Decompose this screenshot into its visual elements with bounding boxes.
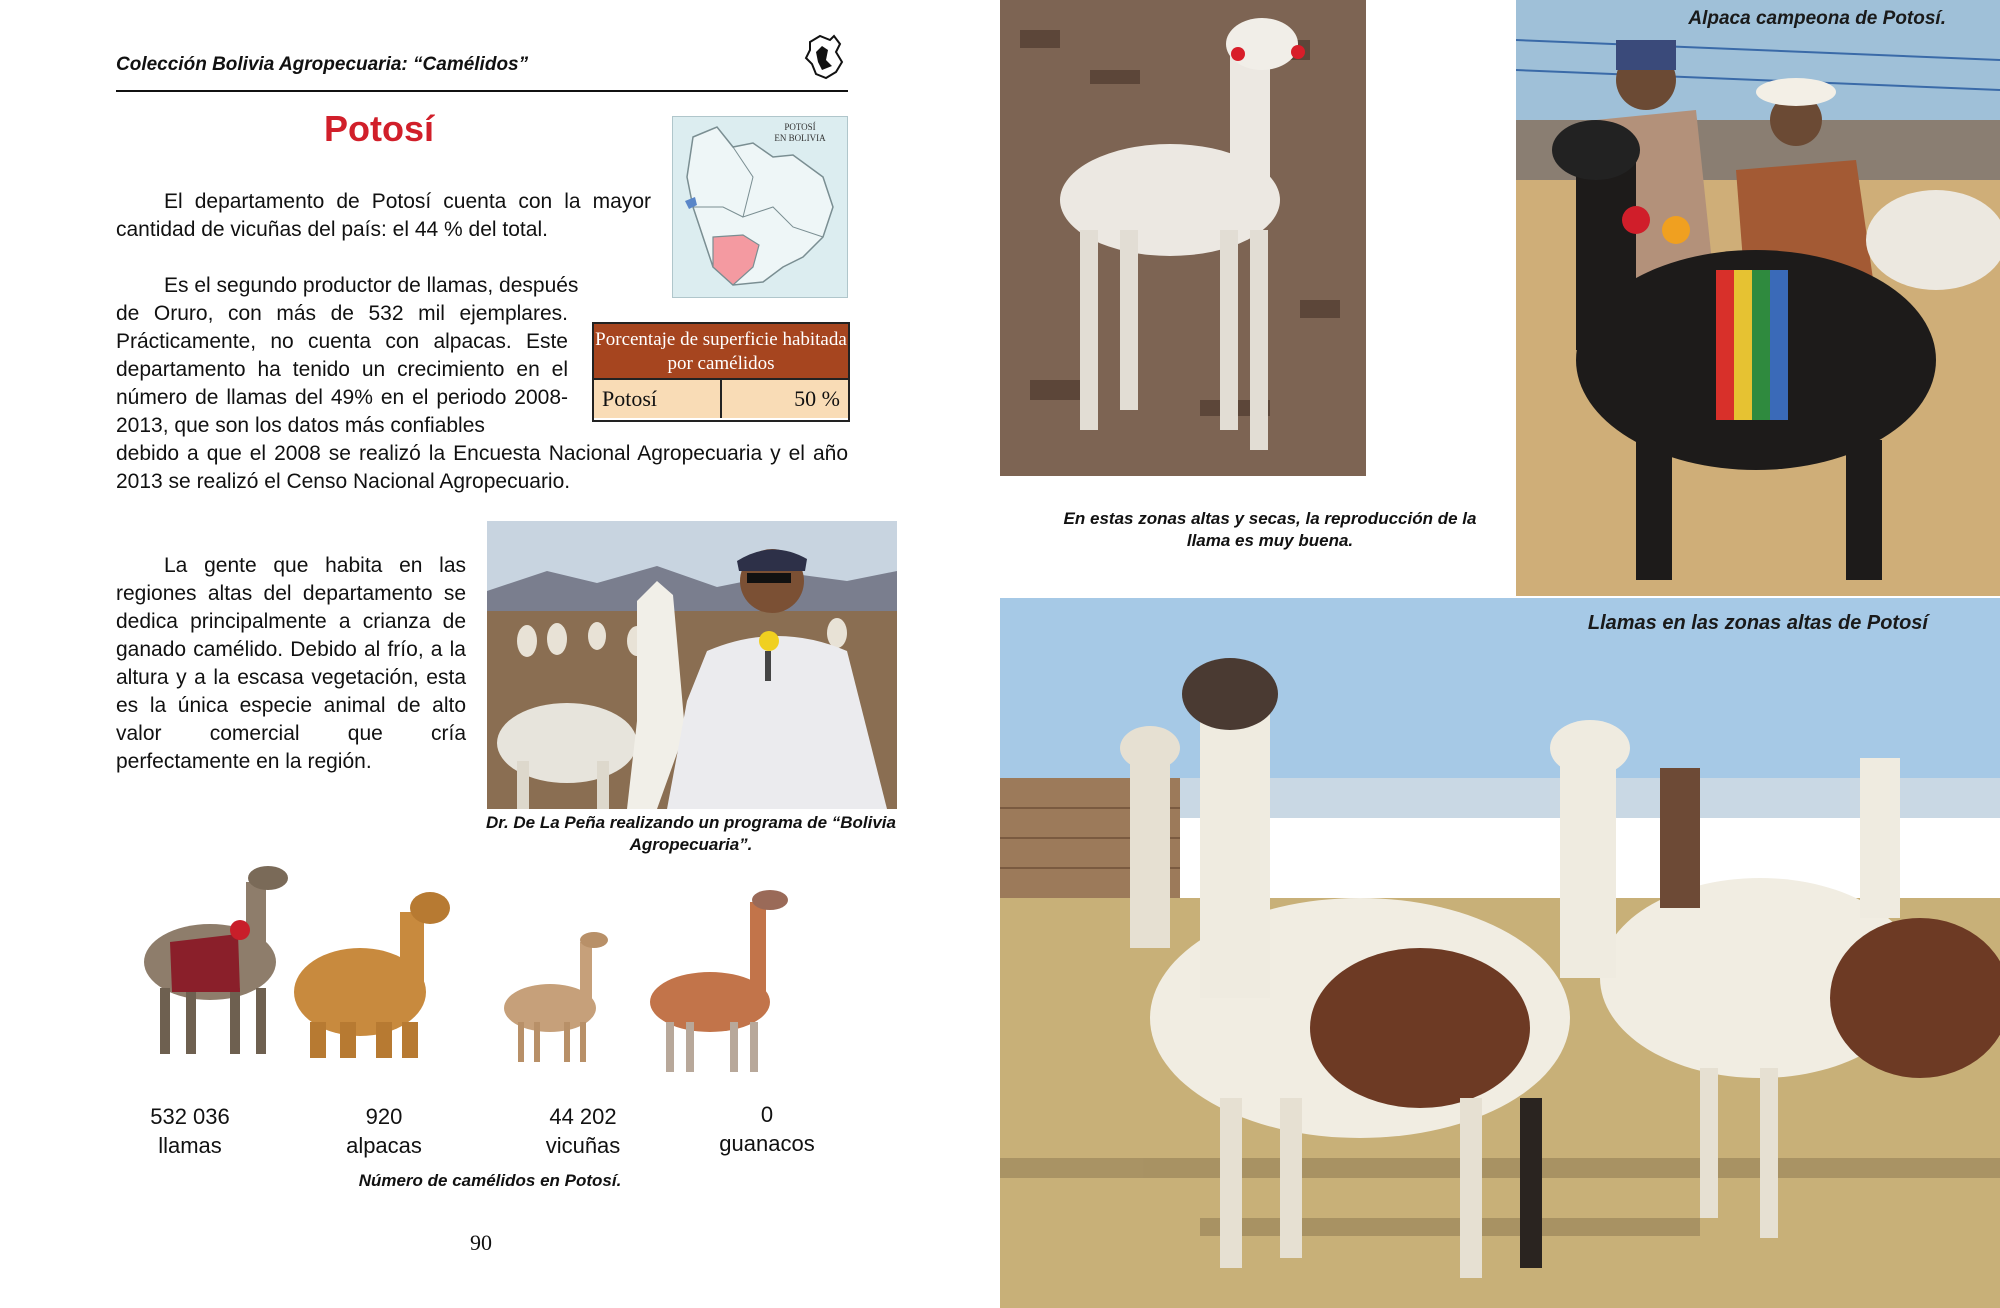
page-number: 90 <box>470 1230 492 1255</box>
page-header <box>116 54 848 92</box>
table-row <box>594 380 848 418</box>
alpaca-figure <box>294 892 450 1058</box>
interview-photo <box>487 521 897 809</box>
interview-caption: Dr. De La Peña realizando un programa de “Bolivia Agropecuaria”. <box>485 813 896 854</box>
bolivia-map-logo-icon <box>802 32 848 82</box>
llama-count-number: 532 036 <box>150 1104 230 1129</box>
guanaco-count <box>692 1100 842 1158</box>
guanaco-count-number: 0 <box>760 1102 774 1127</box>
llamas-herd-photo <box>1000 598 2000 1308</box>
camelidos-caption: Número de camélidos en Potosí. <box>358 1171 622 1190</box>
alpaca-campeona-caption: Alpaca campeona de Potosí. <box>1688 8 1946 29</box>
map-caption <box>764 122 836 144</box>
vicuna-figure <box>504 932 608 1062</box>
llama-figure <box>144 866 288 1054</box>
paragraph-llamas-line1: Es el segundo productor de llamas, después <box>164 274 579 297</box>
map-caption-line1: POTOSÍ <box>784 122 816 132</box>
zonas-altas-caption: En estas zonas altas y secas, la reproducción de la llama es muy buena. <box>1063 509 1477 550</box>
collection-title: Colección Bolivia Agropecuaria: “Camélidos” <box>116 54 529 75</box>
alpaca-count-label: alpacas <box>346 1133 422 1158</box>
guanaco-figure <box>650 890 788 1072</box>
table-row-value: 50 % <box>794 386 840 411</box>
white-llama-photo <box>1000 0 1366 476</box>
vicuna-count <box>508 1102 658 1160</box>
champion-alpaca-photo <box>1516 0 2000 596</box>
guanaco-count-label: guanacos <box>719 1131 815 1156</box>
vicuna-count-number: 44 202 <box>549 1104 617 1129</box>
page-title: Potosí <box>324 108 435 149</box>
alpaca-count-number: 920 <box>365 1104 403 1129</box>
vicuna-count-label: vicuñas <box>545 1133 621 1158</box>
camelid-illustrations <box>110 842 860 1102</box>
llama-count <box>115 1102 265 1160</box>
table-header: Porcentaje de superficie habitada por camélidos <box>594 324 848 380</box>
paragraph-llamas-tail: debido a que el 2008 se realizó la Encuesta Nacional Agropecuaria y el año 2013 se realizó el Censo Nacional Agropecuario. <box>116 442 848 493</box>
llamas-zonas-caption: Llamas en las zonas altas de Potosí <box>1587 612 1928 634</box>
surface-percentage-table <box>592 322 850 422</box>
alpaca-count <box>309 1102 459 1160</box>
paragraph-vicunas: El departamento de Potosí cuenta con la mayor cantidad de vicuñas del país: el 44 % del total. <box>116 190 651 241</box>
llama-count-label: llamas <box>158 1133 222 1158</box>
paragraph-regiones-altas: La gente que habita en las regiones altas del departamento se dedica principalmente a crianza de ganado camélido. Debido al frío, a la altura y a la escasa vegetación, esta es la única especie animal de alto valor comercial que cría perfectamente en la región. <box>116 554 466 773</box>
bolivia-map-graphic <box>673 117 847 297</box>
map-caption-line2: EN BOLIVIA <box>774 133 826 143</box>
paragraph-llamas-wrapped: de Oruro, con más de 532 mil ejemplares. Prácticamente, no cuenta con alpacas. Este departamento ha tenido un crecimiento en el número de llamas del 49% en el periodo 2008-2013, que son los datos más confiables <box>116 302 568 437</box>
table-row-label: Potosí <box>594 380 722 418</box>
